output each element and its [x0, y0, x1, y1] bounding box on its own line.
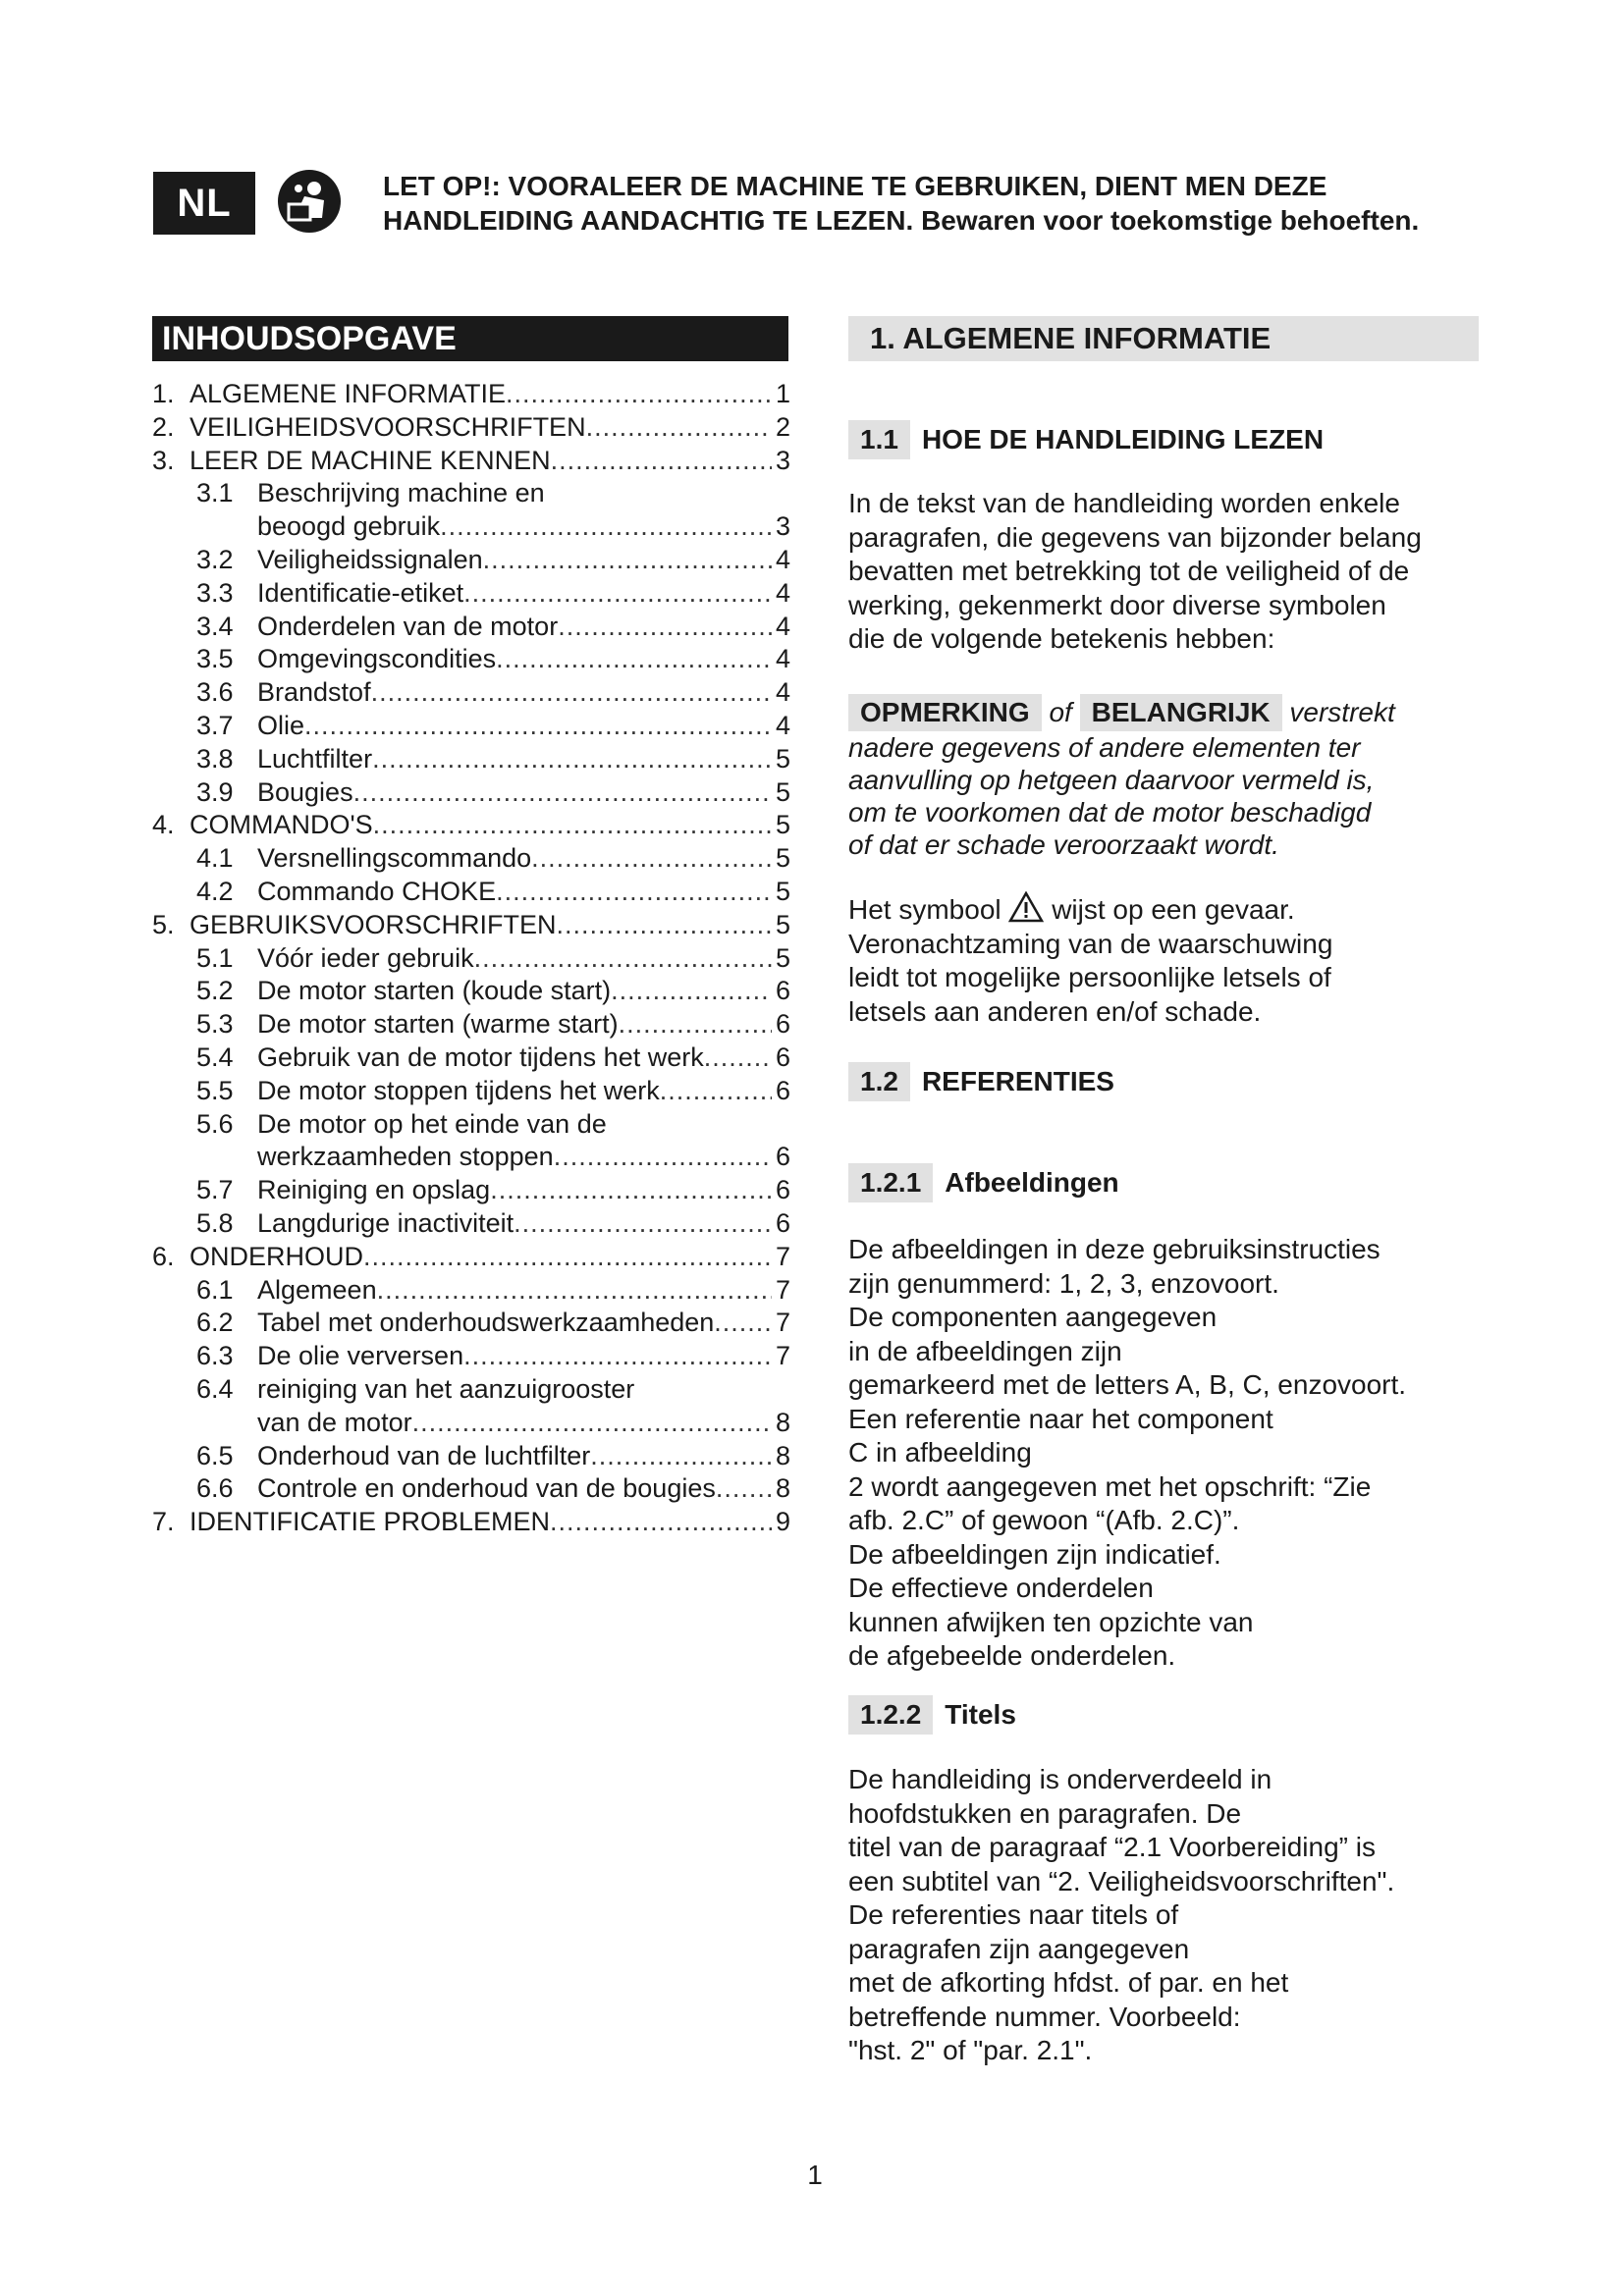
- belangrijk-label: BELANGRIJK: [1080, 694, 1282, 731]
- toc-number: 3.9: [196, 776, 234, 807]
- toc-entry-title: Algemeen: [257, 1274, 377, 1305]
- toc-page-number: 3: [775, 511, 790, 542]
- toc-page-number: 6: [775, 1041, 790, 1072]
- toc-row: [152, 1274, 790, 1308]
- toc-page-number: 4: [775, 577, 790, 608]
- text-line: letsels aan anderen en/of schade.: [848, 995, 1262, 1027]
- toc-page-number: 4: [775, 544, 790, 574]
- toc-leader-dots: [490, 1174, 772, 1207]
- warning-heading: [383, 169, 1512, 238]
- toc-leader-dots: [558, 611, 772, 644]
- toc-number: 5.7: [196, 1175, 234, 1205]
- toc-leader-dots: [619, 1008, 772, 1041]
- toc-page-number: 7: [775, 1341, 790, 1371]
- toc-page-number: 7: [775, 1308, 790, 1338]
- toc-page-number: 6: [775, 1009, 790, 1040]
- opmerking-label: OPMERKING: [848, 694, 1042, 731]
- toc-entry-title: Identificatie-etiket: [257, 577, 464, 608]
- toc-row: [152, 1373, 790, 1407]
- toc-entry-title: van de motor: [257, 1407, 412, 1437]
- toc-number: 6.4: [196, 1373, 234, 1404]
- text-line: De afbeeldingen in deze gebruiksinstructies: [848, 1234, 1380, 1264]
- toc-entry-title: werkzaamheden stoppen: [257, 1142, 554, 1172]
- toc-row: [152, 378, 790, 411]
- toc-entry-title: ONDERHOUD: [189, 1241, 364, 1271]
- toc-entry-title: Bougies: [257, 776, 353, 807]
- toc-page-number: 5: [775, 743, 790, 774]
- toc-number: 5.1: [196, 942, 234, 973]
- toc-page-number: 7: [775, 1241, 790, 1271]
- toc-number: 1.: [152, 379, 175, 408]
- toc-number: 3.7: [196, 710, 234, 740]
- toc-number: 6.6: [196, 1473, 234, 1504]
- toc-row: [152, 710, 790, 743]
- subsection-number: 1.2.2: [848, 1695, 933, 1735]
- toc-number: 3.2: [196, 544, 234, 574]
- subsection-title: REFERENTIES: [921, 1065, 1114, 1096]
- toc-leader-dots: [514, 1207, 772, 1241]
- text-line: C in afbeelding: [848, 1437, 1032, 1468]
- toc-number: 7.: [152, 1507, 175, 1537]
- toc-row: [152, 1041, 790, 1075]
- text-line: De effectieve onderdelen: [848, 1573, 1154, 1603]
- toc-row: [152, 1340, 790, 1373]
- label-tail: verstrekt: [1289, 697, 1395, 727]
- text-line: De afbeeldingen zijn indicatief.: [848, 1538, 1221, 1570]
- toc-row: [152, 1440, 790, 1473]
- danger-symbol-paragraph: [848, 891, 1496, 1029]
- toc-row: [152, 1506, 790, 1539]
- toc-leader-dots: [496, 876, 772, 909]
- toc-row: [152, 1407, 790, 1440]
- toc-row: [152, 643, 790, 676]
- text-line: De componenten aangegeven: [848, 1302, 1218, 1332]
- toc-page-number: 4: [775, 677, 790, 708]
- toc-page-number: 5: [775, 876, 790, 906]
- section-title: 1. ALGEMENE INFORMATIE: [848, 316, 1479, 361]
- toc-page-number: 6: [775, 1207, 790, 1238]
- toc-entry-title: Versnellingscommando: [257, 843, 532, 874]
- toc-number: 6.: [152, 1241, 175, 1271]
- subsection-title: Titels: [945, 1698, 1016, 1730]
- toc-leader-dots: [412, 1407, 772, 1440]
- subsection-number: 1.2.1: [848, 1163, 933, 1202]
- text-line: 2 wordt aangegeven met het opschrift: “Zie: [848, 1470, 1372, 1502]
- toc-entry-title: Gebruik van de motor tijdens het werk: [257, 1041, 704, 1072]
- toc-row: [152, 1307, 790, 1340]
- toc-page-number: 6: [775, 1075, 790, 1105]
- toc-leader-dots: [714, 1307, 772, 1340]
- toc-row: [152, 1141, 790, 1174]
- toc-entry-title: Reiniging en opslag: [257, 1175, 491, 1205]
- text-line: zijn genummerd: 1, 2, 3, enzovoort.: [848, 1267, 1279, 1299]
- toc-leader-dots: [704, 1041, 772, 1075]
- subsection-number: 1.1: [848, 420, 910, 459]
- text-line: met de afkorting hfdst. of par. en het: [848, 1967, 1289, 1998]
- toc-row: [152, 842, 790, 876]
- toc-number: 6.1: [196, 1274, 234, 1305]
- figures-text: [848, 1233, 1496, 1674]
- text-line: De referenties naar titels of: [848, 1899, 1179, 1930]
- text-line: gemarkeerd met de letters A, B, C, enzovoort.: [848, 1369, 1407, 1400]
- toc-page-number: 9: [775, 1507, 790, 1537]
- toc-entry-title: De motor op het einde van de: [257, 1108, 607, 1139]
- subsection-1-2-2-heading: [848, 1695, 1496, 1735]
- toc-page-number: 6: [775, 976, 790, 1006]
- toc-number: 3.5: [196, 644, 234, 674]
- toc-page-number: 5: [775, 942, 790, 973]
- toc-leader-dots: [371, 676, 772, 710]
- toc-leader-dots: [373, 809, 772, 842]
- toc-leader-dots: [557, 909, 772, 942]
- toc-row: [152, 1472, 790, 1506]
- toc-entry-title: Olie: [257, 710, 305, 740]
- toc-leader-dots: [531, 842, 772, 876]
- text-line: leidt tot mogelijke persoonlijke letsels of: [848, 962, 1331, 992]
- text-line: kunnen afwijken ten opzichte van: [848, 1606, 1254, 1637]
- text-line: om te voorkomen dat de motor beschadigd: [848, 797, 1372, 828]
- toc-number: 6.2: [196, 1308, 234, 1338]
- toc-number: 6.3: [196, 1341, 234, 1371]
- text-line: aanvulling op hetgeen daarvoor vermeld is,: [848, 765, 1375, 795]
- toc-entry-title: ALGEMENE INFORMATIE: [189, 379, 507, 408]
- text-line: In de tekst van de handleiding worden enkele: [848, 488, 1400, 518]
- toc-page-number: 3: [775, 445, 790, 475]
- toc-leader-dots: [463, 1340, 772, 1373]
- toc-page-number: 5: [775, 776, 790, 807]
- toc-page-number: 8: [775, 1473, 790, 1504]
- toc-row: [152, 1241, 790, 1274]
- subsection-title: HOE DE HANDLEIDING LEZEN: [921, 423, 1325, 454]
- text-line: een subtitel van “2. Veiligheidsvoorschriften".: [848, 1865, 1395, 1896]
- text-line: paragrafen zijn aangegeven: [848, 1933, 1190, 1964]
- toc-number: 4.2: [196, 876, 234, 906]
- toc-number: 5.3: [196, 1009, 234, 1040]
- toc-number: 3.: [152, 445, 175, 475]
- symbol-post: wijst op een gevaar.: [1052, 894, 1295, 925]
- toc-row: [152, 809, 790, 842]
- toc-entry-title: Vóór ieder gebruik: [257, 942, 474, 973]
- subsection-title: Afbeeldingen: [945, 1166, 1119, 1198]
- toc-entry-title: Tabel met onderhoudswerkzaamheden: [257, 1308, 715, 1338]
- toc-row: [152, 1174, 790, 1207]
- text-line: "hst. 2" of "par. 2.1".: [848, 2035, 1093, 2065]
- label-explanation-text: [848, 731, 1496, 861]
- text-line: nadere gegevens of andere elementen ter: [848, 732, 1361, 763]
- toc-leader-dots: [496, 643, 772, 676]
- table-of-contents: [152, 378, 790, 1539]
- toc-row: [152, 975, 790, 1008]
- toc-entry-title: De motor starten (koude start): [257, 976, 612, 1006]
- toc-leader-dots: [377, 1274, 772, 1308]
- toc-entry-title: Omgevingscondities: [257, 644, 497, 674]
- warning-triangle-icon: [1008, 891, 1044, 923]
- toc-page-number: 1: [775, 379, 790, 408]
- subsection-1-1-heading: [848, 420, 1496, 459]
- toc-number: 6.5: [196, 1440, 234, 1470]
- toc-row: [152, 577, 790, 611]
- toc-title: INHOUDSOPGAVE: [152, 316, 788, 361]
- toc-leader-dots: [506, 378, 772, 411]
- text-line: paragrafen, die gegevens van bijzonder belang: [848, 521, 1422, 553]
- warning-line-1: LET OP!: VOORALEER DE MACHINE TE GEBRUIKEN, DIENT MEN DEZE: [383, 171, 1327, 201]
- toc-row: [152, 743, 790, 776]
- toc-number: 5.4: [196, 1041, 234, 1072]
- toc-entry-title: GEBRUIKSVOORSCHRIFTEN: [189, 909, 557, 939]
- toc-page-number: 4: [775, 611, 790, 641]
- toc-row: [152, 1207, 790, 1241]
- text-line: in de afbeeldingen zijn: [848, 1335, 1122, 1366]
- language-badge: NL: [153, 172, 255, 235]
- toc-leader-dots: [590, 1440, 772, 1473]
- toc-entry-title: De olie verversen: [257, 1341, 464, 1371]
- toc-leader-dots: [716, 1472, 772, 1506]
- toc-entry-title: Onderdelen van de motor: [257, 611, 559, 641]
- text-line: werking, gekenmerkt door diverse symbolen: [848, 589, 1386, 620]
- toc-entry-title: Commando CHOKE: [257, 876, 497, 906]
- toc-row: [152, 909, 790, 942]
- text-line: afb. 2.C” of gewoon “(Afb. 2.C)”.: [848, 1505, 1240, 1535]
- reading-intro: [848, 487, 1496, 657]
- toc-leader-dots: [551, 445, 772, 478]
- toc-number: 5.2: [196, 976, 234, 1006]
- toc-leader-dots: [304, 710, 772, 743]
- toc-leader-dots: [483, 544, 772, 577]
- toc-page-number: 5: [775, 810, 790, 840]
- toc-entry-title: De motor starten (warme start): [257, 1009, 619, 1040]
- text-line: Veronachtzaming van de waarschuwing: [848, 928, 1333, 959]
- toc-entry-title: Beschrijving machine en: [257, 478, 545, 508]
- read-manual-icon: [275, 167, 344, 236]
- toc-page-number: 8: [775, 1407, 790, 1437]
- text-line: hoofdstukken en paragrafen. De: [848, 1797, 1242, 1829]
- toc-entry-title: VEILIGHEIDSVOORSCHRIFTEN: [189, 411, 586, 442]
- toc-page-number: 6: [775, 1175, 790, 1205]
- toc-number: 4.1: [196, 843, 234, 874]
- toc-entry-title: Controle en onderhoud van de bougies: [257, 1473, 716, 1504]
- toc-entry-title: De motor stoppen tijdens het werk: [257, 1075, 660, 1105]
- toc-leader-dots: [586, 411, 772, 445]
- toc-number: 2.: [152, 411, 175, 442]
- toc-number: 4.: [152, 810, 175, 840]
- toc-row: [152, 776, 790, 810]
- toc-number: 3.6: [196, 677, 234, 708]
- toc-page-number: 4: [775, 644, 790, 674]
- toc-page-number: 2: [775, 411, 790, 442]
- toc-number: 3.4: [196, 611, 234, 641]
- toc-row: [152, 510, 790, 544]
- toc-row: [152, 544, 790, 577]
- toc-leader-dots: [474, 942, 772, 976]
- toc-leader-dots: [353, 776, 772, 810]
- symbol-pre: Het symbool: [848, 894, 1001, 925]
- toc-leader-dots: [550, 1506, 772, 1539]
- toc-entry-title: COMMANDO'S: [189, 810, 373, 840]
- toc-entry-title: Onderhoud van de luchtfilter: [257, 1440, 591, 1470]
- toc-entry-title: reiniging van het aanzuigrooster: [257, 1373, 635, 1404]
- toc-leader-dots: [660, 1075, 772, 1108]
- label-or: of: [1049, 697, 1072, 727]
- toc-row: [152, 445, 790, 478]
- toc-leader-dots: [554, 1141, 772, 1174]
- toc-row: [152, 477, 790, 510]
- toc-row: [152, 1075, 790, 1108]
- toc-entry-title: Brandstof: [257, 677, 371, 708]
- toc-number: 5.6: [196, 1108, 234, 1139]
- subsection-1-2-heading: [848, 1062, 1496, 1101]
- text-line: de afgebeelde onderdelen.: [848, 1640, 1176, 1671]
- toc-row: [152, 411, 790, 445]
- toc-page-number: 7: [775, 1274, 790, 1305]
- toc-entry-title: Veiligheidssignalen: [257, 544, 483, 574]
- toc-leader-dots: [463, 577, 772, 611]
- toc-row: [152, 611, 790, 644]
- toc-entry-title: IDENTIFICATIE PROBLEMEN: [189, 1507, 551, 1537]
- toc-row: [152, 676, 790, 710]
- toc-leader-dots: [611, 975, 772, 1008]
- warning-line-2: HANDLEIDING AANDACHTIG TE LEZEN. Bewaren voor toekomstige behoeften.: [383, 205, 1420, 236]
- subsection-1-2-1-heading: [848, 1163, 1496, 1202]
- toc-leader-dots: [363, 1241, 772, 1274]
- toc-page-number: 4: [775, 710, 790, 740]
- text-line: bevatten met betrekking tot de veiligheid of de: [848, 556, 1410, 586]
- text-line: titel van de paragraaf “2.1 Voorbereiding” is: [848, 1832, 1376, 1862]
- text-line: Een referentie naar het component: [848, 1403, 1273, 1434]
- toc-row: [152, 876, 790, 909]
- toc-number: 3.8: [196, 743, 234, 774]
- label-explanation: [848, 694, 1496, 861]
- text-line: die de volgende betekenis hebben:: [848, 623, 1275, 654]
- toc-page-number: 6: [775, 1142, 790, 1172]
- toc-row: [152, 1108, 790, 1142]
- toc-number: 5.8: [196, 1207, 234, 1238]
- toc-row: [152, 1008, 790, 1041]
- toc-leader-dots: [372, 743, 772, 776]
- toc-leader-dots: [440, 510, 772, 544]
- toc-number: 3.1: [196, 478, 234, 508]
- toc-number: 3.3: [196, 577, 234, 608]
- page-number: 1: [807, 2160, 823, 2190]
- text-line: of dat er schade veroorzaakt wordt.: [848, 829, 1279, 860]
- toc-row: [152, 942, 790, 976]
- toc-entry-title: Langdurige inactiviteit: [257, 1207, 514, 1238]
- toc-entry-title: LEER DE MACHINE KENNEN: [189, 445, 551, 475]
- toc-page-number: 8: [775, 1440, 790, 1470]
- subsection-number: 1.2: [848, 1062, 910, 1101]
- text-line: De handleiding is onderverdeeld in: [848, 1764, 1272, 1794]
- toc-page-number: 5: [775, 843, 790, 874]
- symbol-text: [848, 928, 1496, 1030]
- toc-entry-title: Luchtfilter: [257, 743, 373, 774]
- text-line: betreffende nummer. Voorbeeld:: [848, 2001, 1241, 2032]
- toc-entry-title: beoogd gebruik: [257, 511, 441, 542]
- toc-page-number: 5: [775, 909, 790, 939]
- toc-number: 5.5: [196, 1075, 234, 1105]
- toc-number: 5.: [152, 909, 175, 939]
- titles-text: [848, 1763, 1496, 2068]
